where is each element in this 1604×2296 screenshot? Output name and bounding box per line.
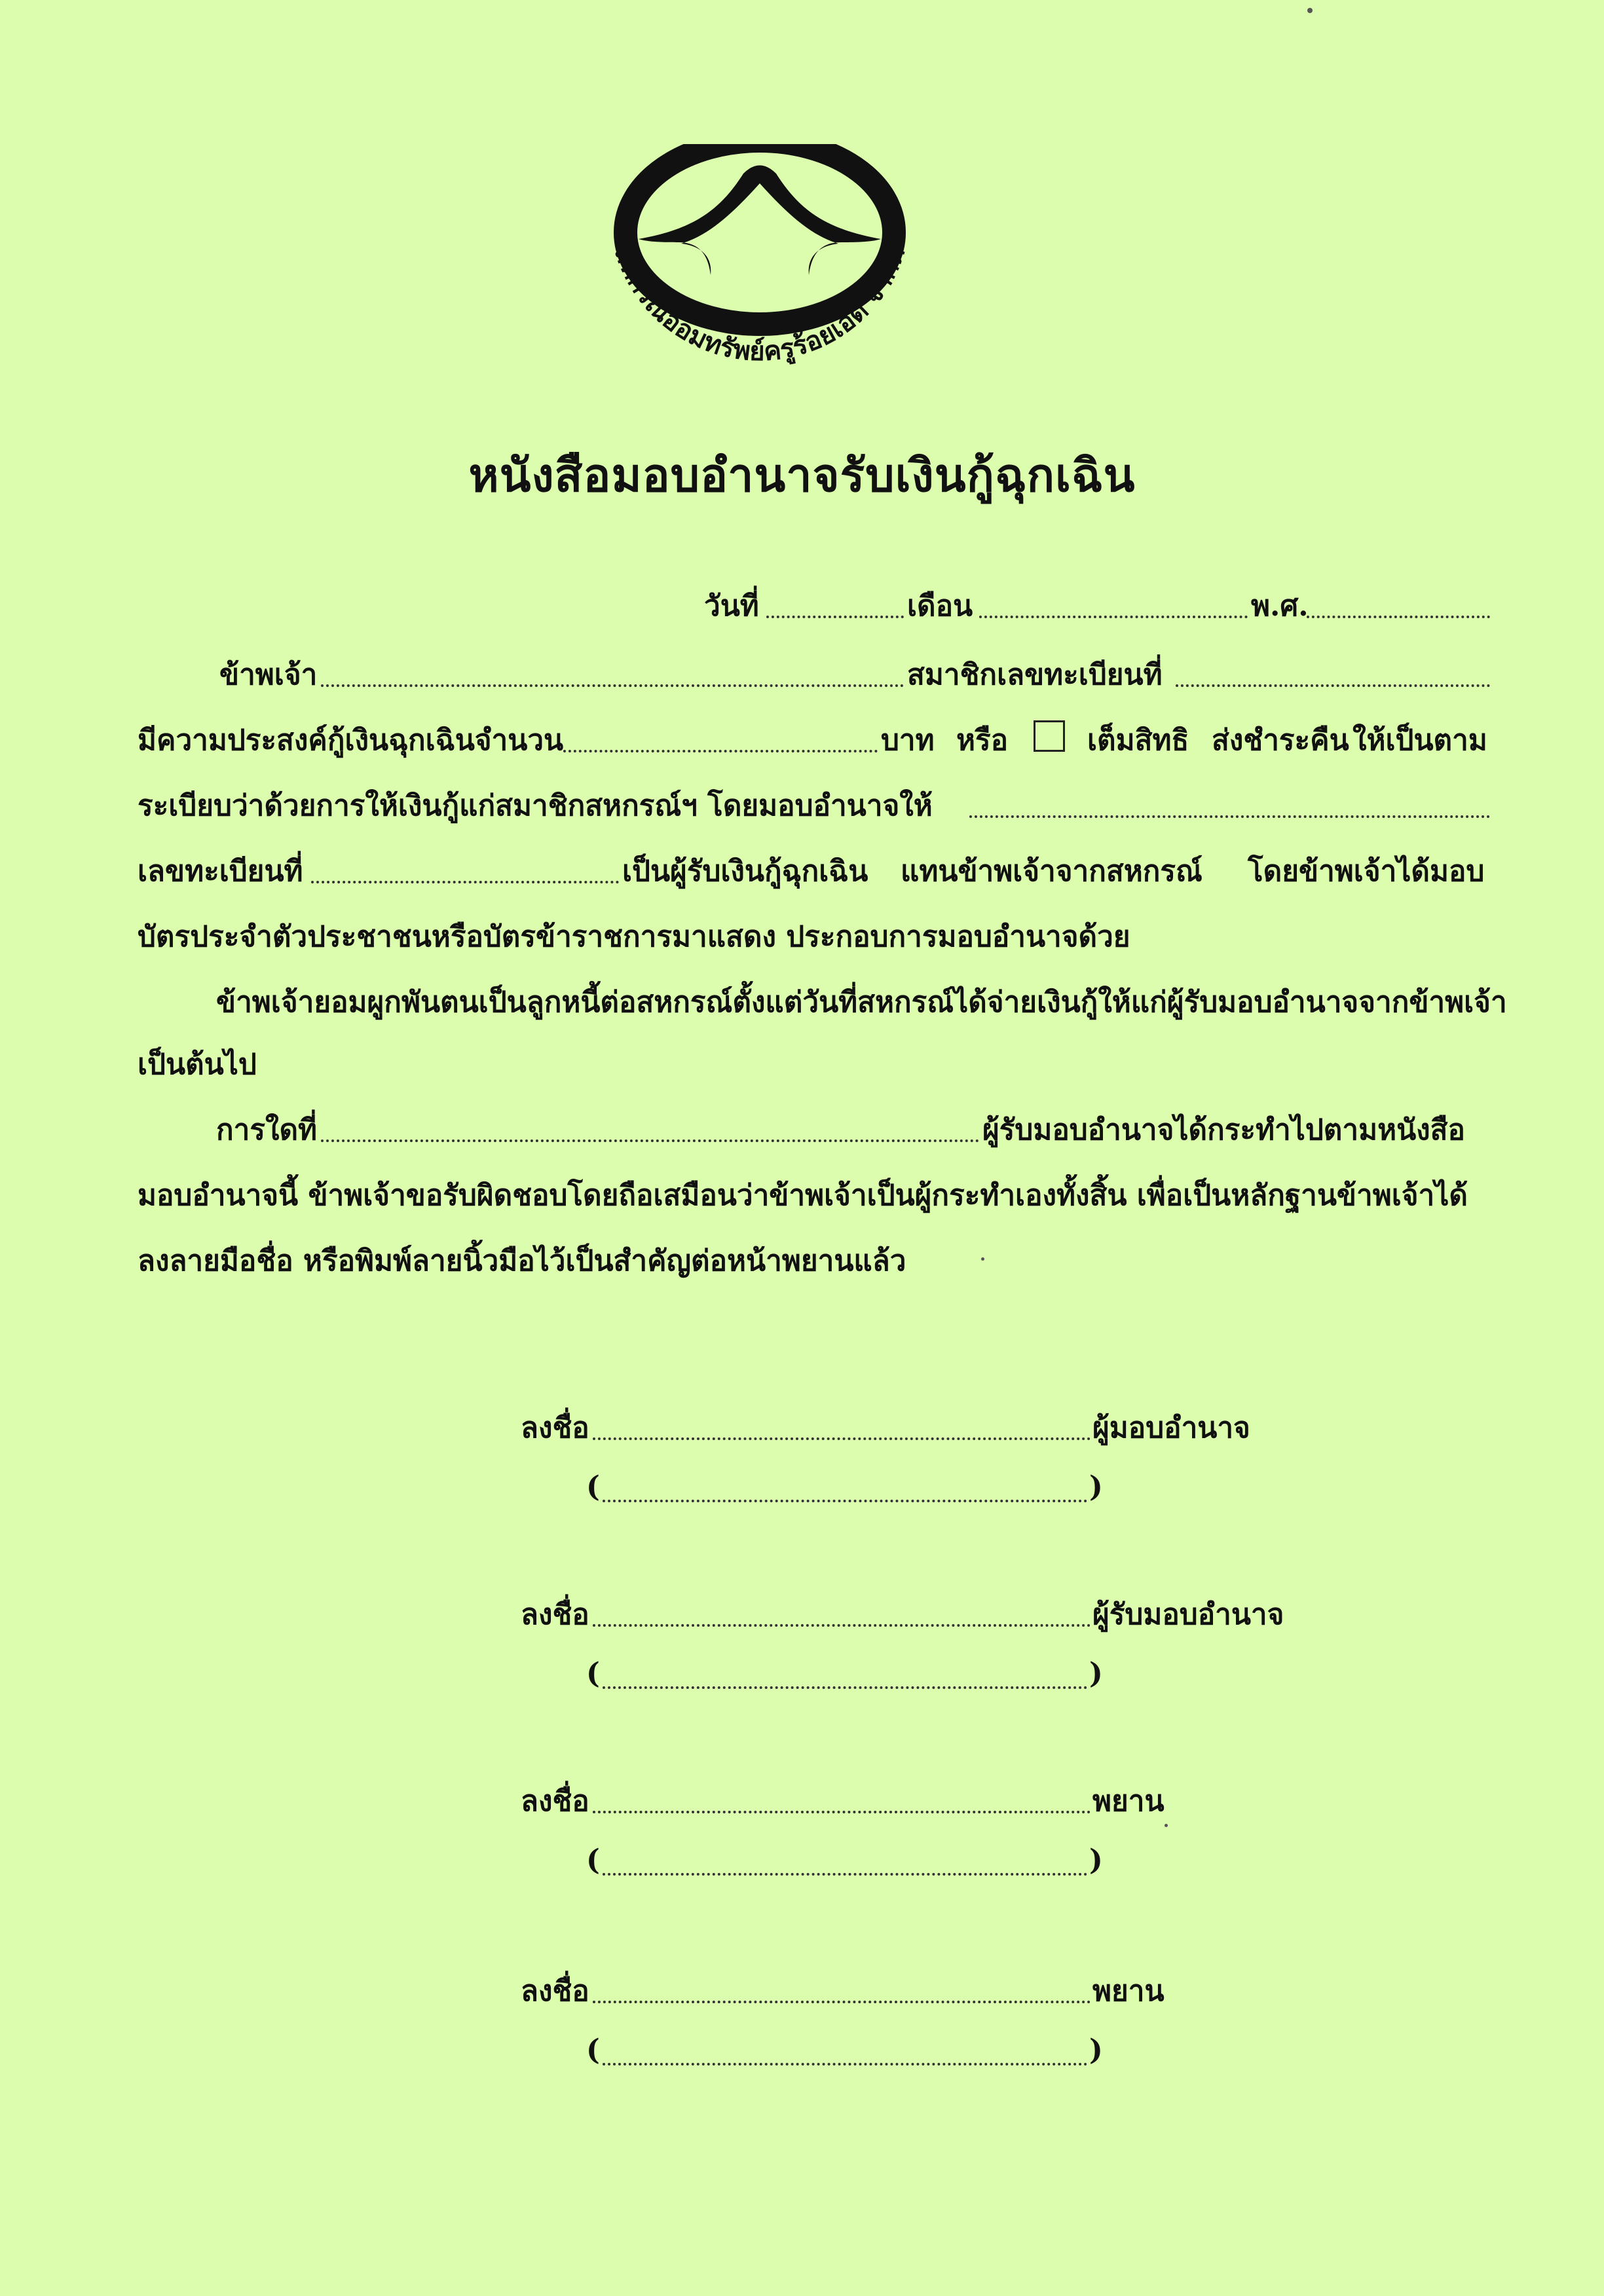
open-paren: ( <box>586 1843 600 1877</box>
grantee-signature-field[interactable] <box>593 1624 1091 1627</box>
paper-speck <box>981 1257 984 1261</box>
close-paren: ) <box>1089 1843 1103 1877</box>
applicant-label: ข้าพเจ้า <box>219 658 318 692</box>
witness1-printed-name-field[interactable] <box>603 1873 1087 1876</box>
debtor-clause-line2: เป็นต้นไป <box>138 1048 257 1081</box>
date-month-field[interactable] <box>979 616 1248 618</box>
regulation-text: ระเบียบว่าด้วยการให้เงินกู้แก่สมาชิกสหกรณ์ฯ โดยมอบอำนาจให้ <box>138 789 933 823</box>
witness1-role: พยาน <box>1092 1785 1165 1818</box>
witness2-role: พยาน <box>1092 1974 1165 2008</box>
on-behalf-text: แทนข้าพเจ้าจากสหกรณ์ <box>901 855 1203 888</box>
witness1-signature-field[interactable] <box>593 1811 1091 1813</box>
cooperative-seal-logo <box>563 144 956 419</box>
member-no-field[interactable] <box>1176 684 1490 687</box>
recipient-text: เป็นผู้รับเงินกู้ฉุกเฉิน <box>622 855 868 888</box>
baht-label: บาท <box>881 724 935 757</box>
grantee-role: ผู้รับมอบอำนาจ <box>1092 1598 1284 1631</box>
applicant-name-field[interactable] <box>321 684 904 687</box>
any-action-label: การใดที่ <box>216 1113 318 1147</box>
or-label: หรือ <box>956 724 1009 757</box>
loan-amount-field[interactable] <box>563 750 878 752</box>
paper-speck <box>1307 8 1313 13</box>
id-card-text: บัตรประจำตัวประชาชนหรือบัตรข้าราชการมาแสดง ประกอบการมอบอำนาจด้วย <box>138 920 1130 954</box>
member-no-label: สมาชิกเลขทะเบียนที่ <box>907 658 1163 692</box>
proxy-name-field[interactable] <box>969 815 1490 818</box>
open-paren: ( <box>586 1470 600 1504</box>
open-paren: ( <box>586 2033 600 2067</box>
form-title: หนังสือมอบอำนาจรับเงินกู้ฉุกเฉิน <box>468 448 1136 502</box>
any-action-field[interactable] <box>321 1139 979 1142</box>
grantor-printed-name-field[interactable] <box>603 1500 1087 1502</box>
according-label: ให้เป็นตาม <box>1352 724 1487 757</box>
loan-amount-label: มีความประสงค์กู้เงินฉุกเฉินจำนวน <box>138 724 564 757</box>
grantee-printed-name-field[interactable] <box>603 1686 1087 1689</box>
date-day-field[interactable] <box>766 616 904 618</box>
grantor-role: ผู้มอบอำนาจ <box>1092 1411 1250 1445</box>
sign-label: ลงชื่อ <box>521 1974 589 2008</box>
witness2-signature-field[interactable] <box>593 2001 1091 2003</box>
debtor-clause-line1: ข้าพเจ้ายอมผูกพันตนเป็นลูกหนี้ต่อสหกรณ์ตั้งแต่วันที่สหกรณ์ได้จ่ายเงินกู้ให้แก่ผู้รับมอบอำนาจจากข้าพเจ้า <box>216 986 1507 1019</box>
logo-arc-text: สหกรณ์ออมทรัพย์ครูร้อยเอ็ด จำกัด <box>608 242 912 367</box>
paper-speck <box>1165 1824 1168 1827</box>
close-paren: ) <box>1089 1470 1103 1504</box>
repay-label: ส่งชำระคืน <box>1212 724 1349 757</box>
proxy-action-text: ผู้รับมอบอำนาจได้กระทำไปตามหนังสือ <box>982 1113 1465 1147</box>
grantor-signature-field[interactable] <box>593 1437 1091 1440</box>
proxy-reg-no-field[interactable] <box>311 881 619 883</box>
full-entitlement-label: เต็มสิทธิ <box>1087 724 1189 757</box>
responsibility-text: มอบอำนาจนี้ ข้าพเจ้าขอรับผิดชอบโดยถือเสมือนว่าข้าพเจ้าเป็นผู้กระทำเองทั้งสิ้น เพื่อเป็นหลักฐานข้าพเจ้าได้ <box>138 1179 1468 1212</box>
sign-label: ลงชื่อ <box>521 1785 589 1818</box>
sign-label: ลงชื่อ <box>521 1598 589 1631</box>
svg-text:สหกรณ์ออมทรัพย์ครูร้อยเอ็ด จำก <box>608 242 912 367</box>
witness2-printed-name-field[interactable] <box>603 2063 1087 2065</box>
date-month-label: เดือน <box>907 589 973 623</box>
close-paren: ) <box>1089 2033 1103 2067</box>
open-paren: ( <box>586 1657 600 1690</box>
date-day-label: วันที่ <box>704 589 759 623</box>
sign-label: ลงชื่อ <box>521 1411 589 1445</box>
full-entitlement-checkbox[interactable] <box>1034 720 1065 752</box>
proxy-reg-no-label: เลขทะเบียนที่ <box>138 855 303 888</box>
signature-witness-text: ลงลายมือชื่อ หรือพิมพ์ลายนิ้วมือไว้เป็นสำคัญต่อหน้าพยานแล้ว <box>138 1244 906 1278</box>
date-year-field[interactable] <box>1307 616 1490 618</box>
date-year-label: พ.ศ. <box>1251 589 1309 623</box>
given-text: โดยข้าพเจ้าได้มอบ <box>1248 855 1485 888</box>
close-paren: ) <box>1089 1657 1103 1690</box>
